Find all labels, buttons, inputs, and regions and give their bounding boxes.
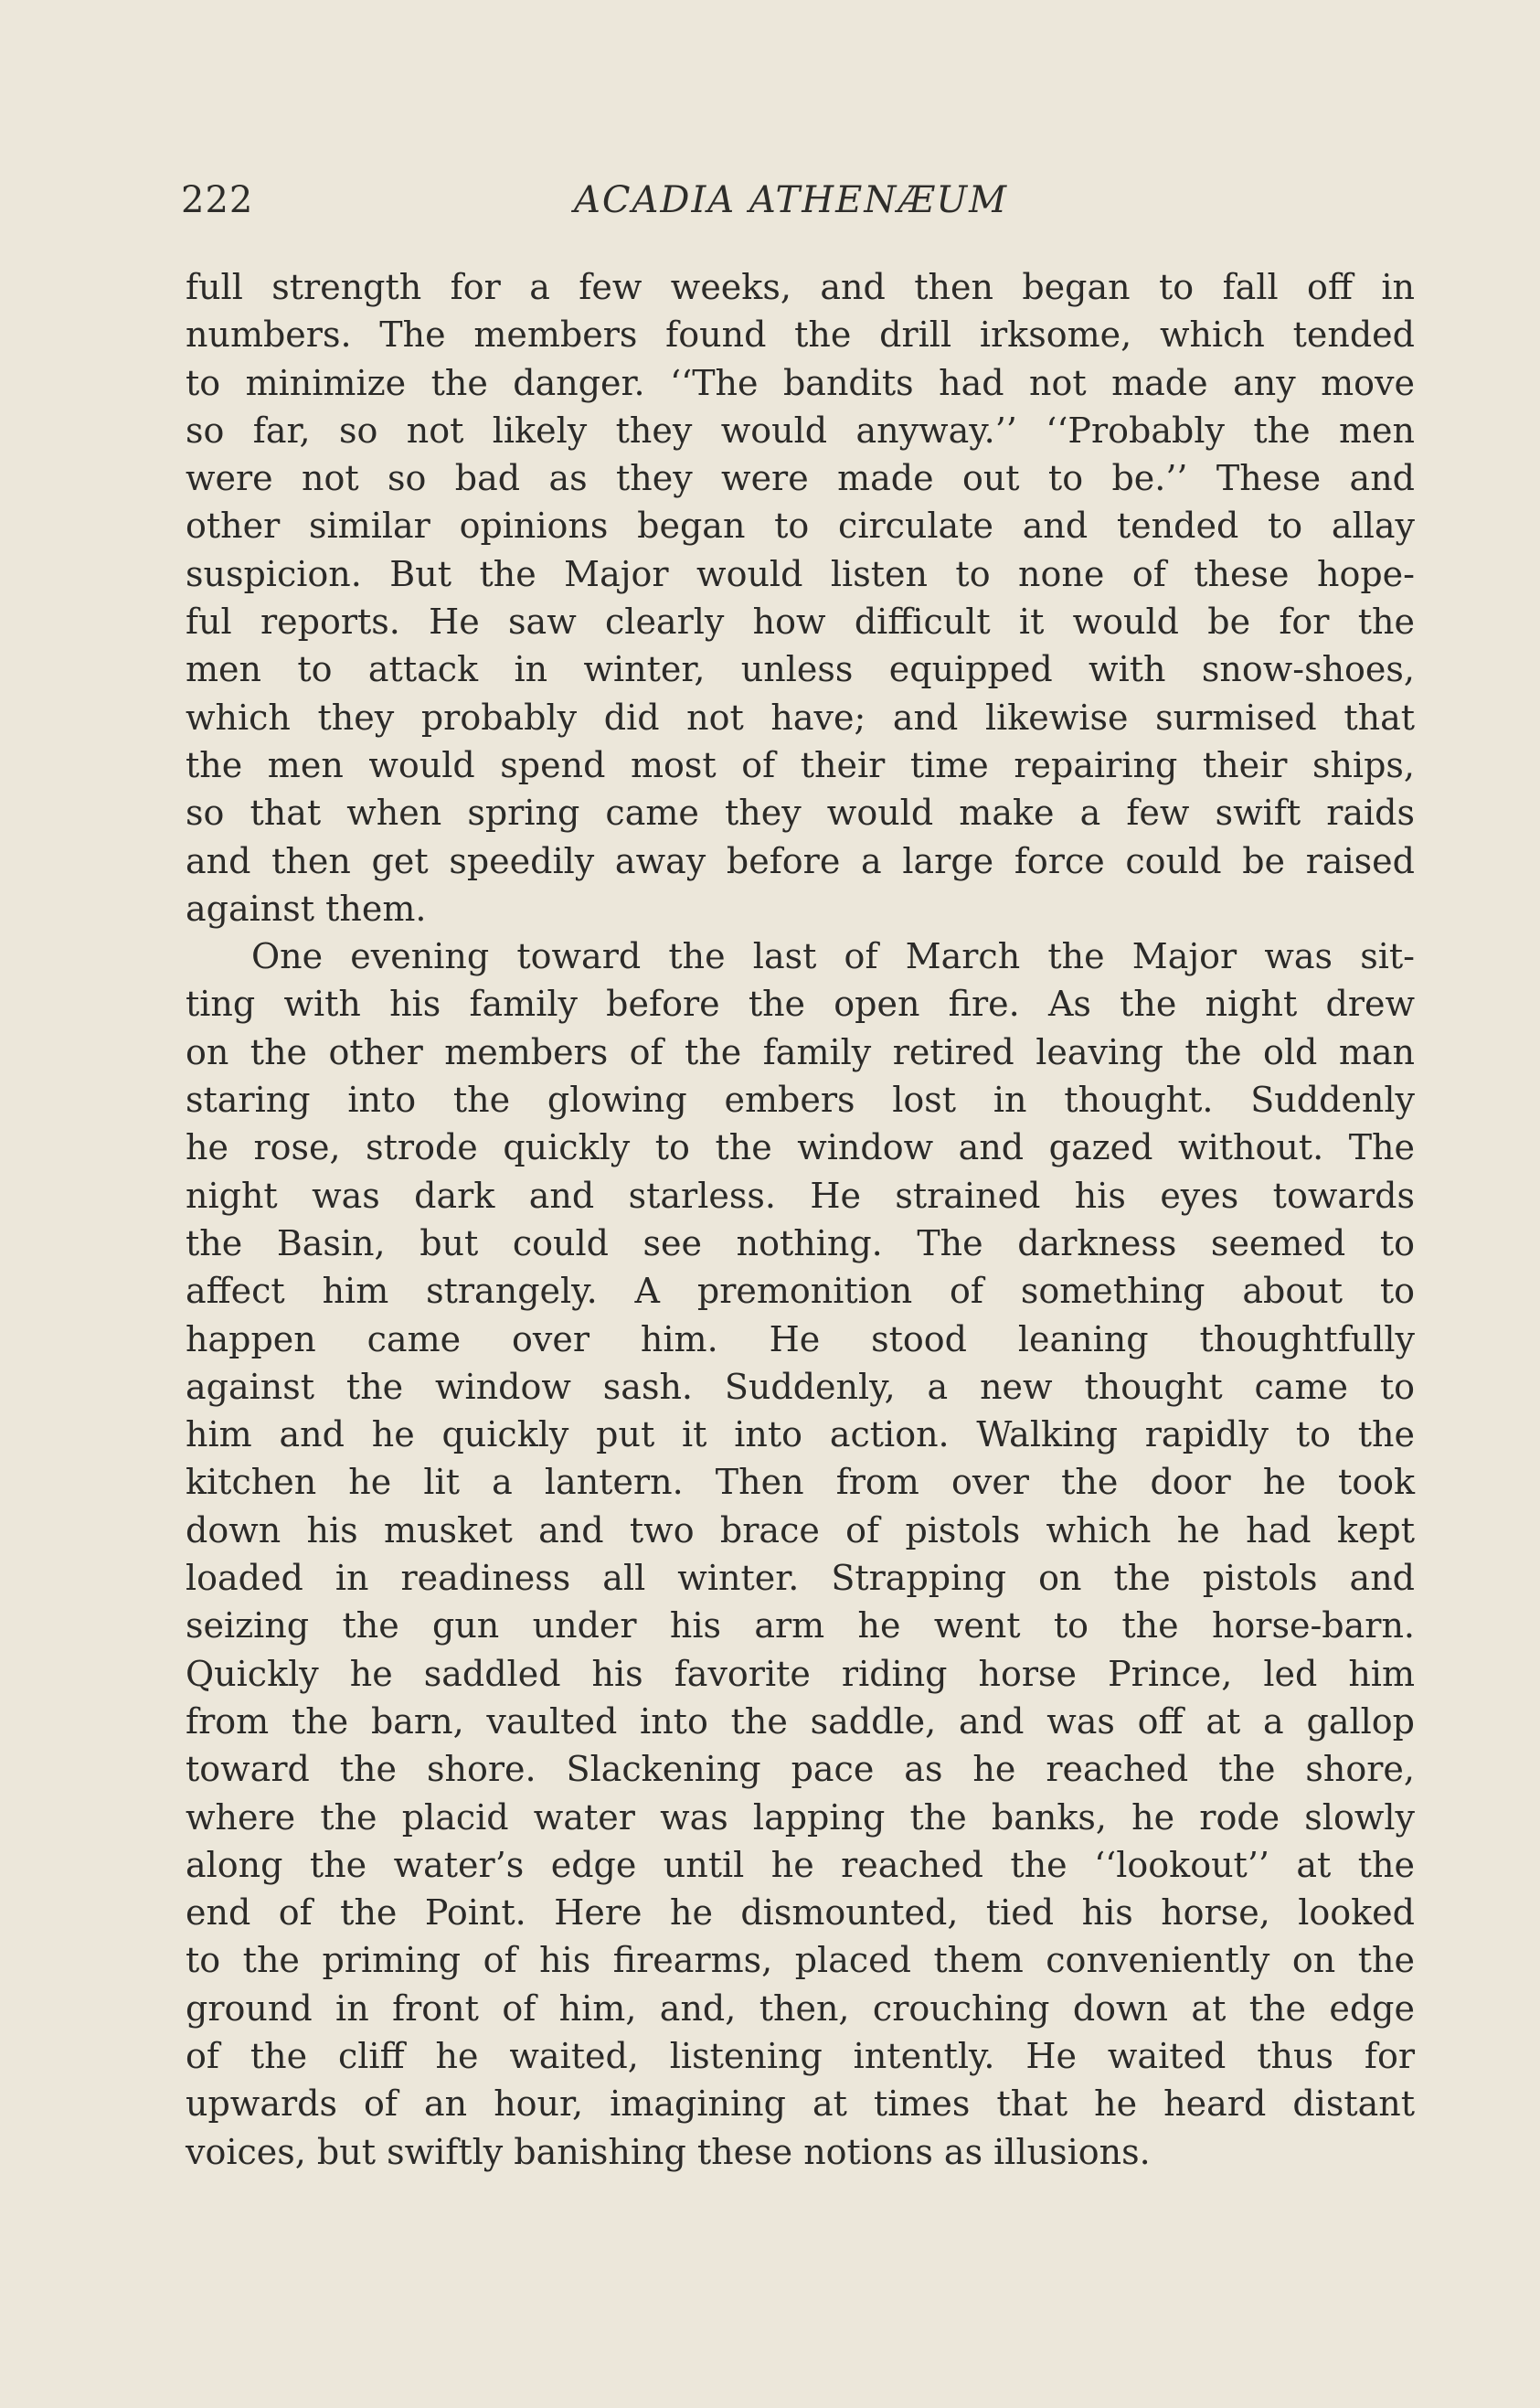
text-line: down his musket and two brace of pistols which he had kept — [186, 1509, 1415, 1550]
text-line: along the water’s edge until he reached the ‘‘lookout’’ at the — [186, 1844, 1415, 1885]
text-line: ground in front of him, and, then, crouching down at the edge — [186, 1987, 1415, 2029]
text-line: and then get speedily away before a large force could be raised — [186, 840, 1415, 881]
text-line: were not so bad as they were made out to be.’’ These and — [186, 458, 1415, 499]
text-line: numbers. The members found the drill irksome, which tended — [186, 314, 1415, 356]
text-line: ful reports. He saw clearly how difficult it would be for the — [186, 602, 1415, 643]
page-number: 222 — [181, 179, 254, 221]
text-line: other similar opinions began to circulate and tended to allay — [186, 506, 1415, 547]
text-line: affect him strangely. A premonition of something about to — [186, 1271, 1415, 1312]
page-header — [181, 179, 1424, 234]
text-line: to minimize the danger. ‘‘The bandits had not made any move — [186, 362, 1415, 403]
text-line: of the cliff he waited, listening intently. He waited thus for — [186, 2035, 1415, 2076]
text-line: toward the shore. Slackening pace as he reached the shore, — [186, 1749, 1415, 1790]
text-line: so that when spring came they would make a few swift raids — [186, 793, 1415, 834]
text-line: the Basin, but could see nothing. The darkness seemed to — [186, 1222, 1415, 1263]
text-line: Quickly he saddled his favorite riding horse Prince, led him — [186, 1653, 1415, 1694]
text-line: to the priming of his firearms, placed them conveniently on the — [186, 1940, 1415, 1981]
text-line: One evening toward the last of March the Major was sit- — [251, 936, 1415, 977]
text-line: on the other members of the family retired leaving the old man — [186, 1031, 1415, 1072]
text-line: where the placid water was lapping the banks, he rode slowly — [186, 1796, 1415, 1838]
text-line: against them. — [186, 888, 427, 929]
running-title: ACADIA ATHENÆUM — [574, 179, 1009, 221]
text-line: from the barn, vaulted into the saddle, and was off at a gallop — [186, 1700, 1415, 1742]
text-line: seizing the gun under his arm he went to the horse-barn. — [186, 1605, 1415, 1646]
text-line: night was dark and starless. He strained his eyes towards — [186, 1175, 1415, 1216]
text-line: suspicion. But the Major would listen to none of these hope- — [186, 553, 1415, 594]
text-line: full strength for a few weeks, and then began to fall off in — [186, 267, 1415, 307]
text-line: loaded in readiness all winter. Strapping on the pistols and — [186, 1558, 1415, 1599]
text-line: staring into the glowing embers lost in thought. Suddenly — [186, 1080, 1415, 1121]
text-line: ting with his family before the open fire. As the night drew — [186, 984, 1415, 1025]
text-line: voices, but swiftly banishing these notions as illusions. — [186, 2131, 1151, 2172]
text-line: against the window sash. Suddenly, a new thought came to — [186, 1366, 1415, 1407]
text-line: so far, so not likely they would anyway.’’ ‘‘Probably the men — [186, 410, 1415, 451]
text-line: happen came over him. He stood leaning thoughtfully — [186, 1318, 1415, 1359]
text-line: he rose, strode quickly to the window and gazed without. The — [186, 1127, 1415, 1168]
text-line: end of the Point. Here he dismounted, tied his horse, looked — [186, 1892, 1415, 1934]
text-line: him and he quickly put it into action. Walking rapidly to the — [186, 1414, 1415, 1455]
text-line: kitchen he lit a lantern. Then from over the door he took — [186, 1462, 1415, 1503]
text-line: the men would spend most of their time repairing their ships, — [186, 744, 1415, 785]
text-line: men to attack in winter, unless equipped with snow-shoes, — [186, 649, 1415, 690]
body-text — [186, 263, 1415, 2176]
text-line: upwards of an hour, imagining at times that he heard distant — [186, 2083, 1415, 2125]
text-line: which they probably did not have; and likewise surmised that — [186, 697, 1415, 738]
